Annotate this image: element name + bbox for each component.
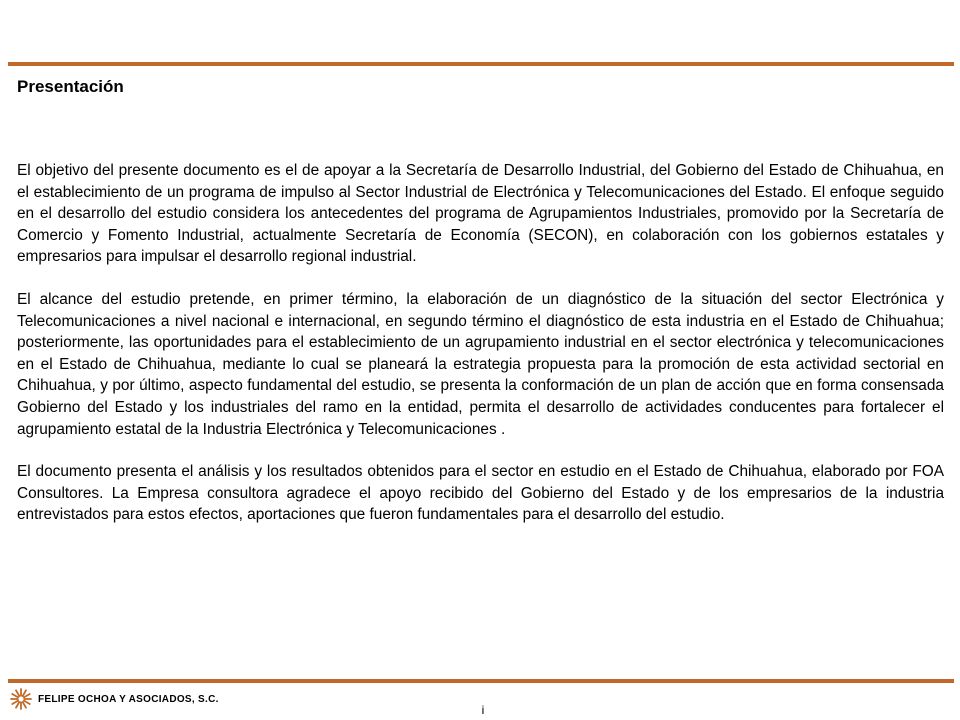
footer-divider	[8, 679, 954, 683]
footer-company-name: FELIPE OCHOA Y ASOCIADOS, S.C.	[38, 694, 219, 705]
header-divider	[8, 62, 954, 66]
page-title: Presentación	[17, 77, 124, 96]
paragraph-acknowledgment: El documento presenta el análisis y los resultados obtenidos para el sector en estudio en el Estado de Chihuahua, elaborado por FOA Consultores. La Empresa consultora agradece el apoyo recibido del Gobierno del Estado y de los empresarios de la industria entrevistados para estos efectos, aportaciones que fueron fundamentales para el desarrollo del estudio.	[17, 463, 944, 524]
document-body	[17, 160, 944, 547]
paragraph-scope: El alcance del estudio pretende, en primer término, la elaboración de un diagnóstico de la situación del sector Electrónica y Telecomunicaciones a nivel nacional e internacional, en segundo término el diagnóstico de esta industria en el Estado de Chihuahua; posteriormente, las oportunidades para el establecimiento de un agrupamiento industrial en el sector electrónica y telecomunicaciones en el Estado de Chihuahua, mediante lo cual se planeará la estrategia propuesta para la promoción de esta actividad sectorial en Chihuahua, y por último, aspecto fundamental del estudio, se presenta la conformación de un plan de acción que en forma consensada Gobierno del Estado y los industriales del ramo en la entidad, permita el desarrollo de actividades conducentes para fortalecer el agrupamiento estatal de la Industria Electrónica y Telecomunicaciones .	[17, 290, 944, 438]
page-number: i	[481, 703, 485, 717]
sunburst-logo-icon	[10, 688, 32, 710]
paragraph-objective: El objetivo del presente documento es el de apoyar a la Secretaría de Desarrollo Industrial, del Gobierno del Estado de Chihuahua, en el establecimiento de un programa de impulso al Sector Industrial de Electrónica y Telecomunicaciones del Estado. El enfoque seguido en el desarrollo del estudio considera los antecedentes del programa de Agrupamientos Industriales, promovido por la Secretaría de Comercio y Fomento Industrial, actualmente Secretaría de Economía (SECON), en colaboración con los gobiernos estatales y empresarios para impulsar el desarrollo regional industrial.	[17, 162, 944, 266]
